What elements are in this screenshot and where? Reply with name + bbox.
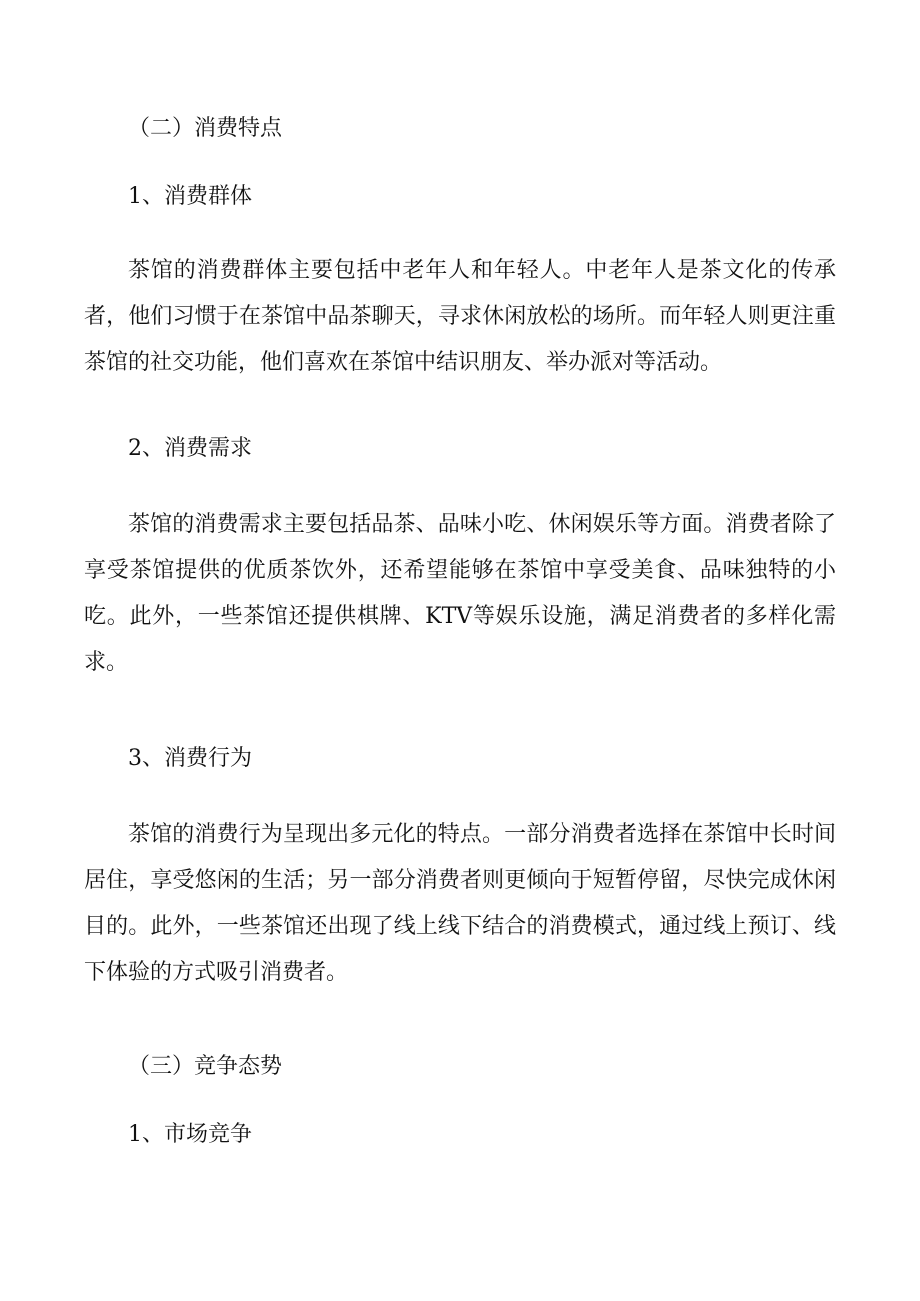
section-heading-competition: （三）竞争态势 (128, 1054, 283, 1079)
subheading-consumer-demand: 2、消费需求 (128, 436, 252, 461)
paragraph-consumer-behavior: 茶馆的消费行为呈现出多元化的特点。一部分消费者选择在茶馆中长时间居住，享受悠闲的生活；另一部分消费者则更倾向于短暂停留，尽快完成休闲目的。此外，一些茶馆还出现了线上线下结合的消费模式，通过线上预订、线下体验的方式吸引消费者。 (84, 822, 836, 985)
paragraph-consumer-demand: 茶馆的消费需求主要包括品茶、品味小吃、休闲娱乐等方面。消费者除了享受茶馆提供的优质茶饮外，还希望能够在茶馆中享受美食、品味独特的小吃。此外，一些茶馆还提供棋牌、KTV等娱乐设施，满足消费者的多样化需求。 (84, 512, 836, 675)
section-heading-consumption-features: （二）消费特点 (128, 116, 283, 141)
subheading-market-competition: 1、市场竞争 (128, 1122, 252, 1147)
paragraph-consumer-group: 茶馆的消费群体主要包括中老年人和年轻人。中老年人是茶文化的传承者，他们习惯于在茶馆中品茶聊天，寻求休闲放松的场所。而年轻人则更注重茶馆的社交功能，他们喜欢在茶馆中结识朋友、举办派对等活动。 (84, 258, 836, 375)
subheading-consumer-behavior: 3、消费行为 (128, 746, 252, 771)
subheading-consumer-group: 1、消费群体 (128, 184, 252, 209)
